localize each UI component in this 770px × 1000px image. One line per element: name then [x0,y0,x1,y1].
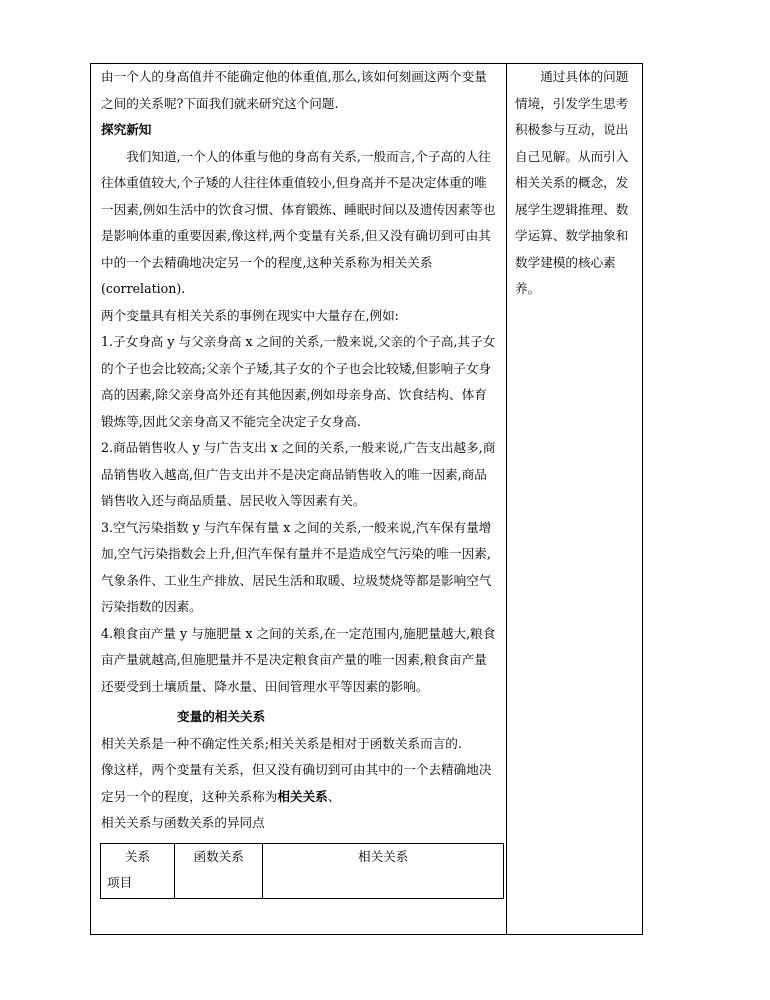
corner-header-item: 项目 [107,874,133,890]
side-note: 通过具体的问题情境，引发学生思考积极参与互动，说出自己见解。从而引入相关关系的概念，发展学生逻辑推理、数学运算、数学抽象和数学建模的核心素养。 [515,69,629,296]
lesson-plan-table [90,63,643,935]
comparison-table [100,843,504,899]
section-title: 探究新知 [101,122,152,137]
main-content-cell [91,64,507,935]
intro-paragraph: 由一个人的身高值并不能确定他的体重值,那么,该如何刻画这两个变量之间的关系呢?下面我们就来研究这个问题. [101,69,487,111]
side-note-cell [507,64,643,935]
definition-2-punct: 、 [327,788,341,804]
definition-2-text: 像这样，两个变量有关系，但又没有确切到可由其中的一个去精确地决定另一个的程度，这种关系称为 [101,762,492,804]
example-item-2: 2.商品销售收人 y 与广告支出 x 之间的关系,一般来说,广告支出越多,商品销售收入越高,但广告支出并不是决定商品销售收入的唯一因素,商品销售收入还与商品质量、居民收入等因素有关。 [101,440,496,508]
example-item-3: 3.空气污染指数 y 与汽车保有量 x 之间的关系,一般来说,汽车保有量增加,空气污染指数会上升,但汽车保有量并不是造成空气污染的唯一因素,气象条件、工业生产排放、居民生活和取暖、垃圾焚烧等都是影响空气污染指数的因素。 [101,519,492,614]
main-content [91,64,506,899]
example-item-1: 1.子女身高 y 与父亲身高 x 之间的关系,一般来说,父亲的个子高,其子女的个子也会比较高;父亲个子矮,其子女的个子也会比较矮,但影响子女身高的因素,除父亲身高外还有其他因素,例如母亲身高、饮食结构、体育锻炼等,因此父亲身高又不能完全决定子女身高. [101,334,496,429]
paragraph-examples-intro: 两个变量具有相关关系的事例在现实中大量存在,例如: [101,307,399,323]
header-correlation-relation: 相关关系 [263,843,504,898]
header-function-relation: 函数关系 [174,843,263,898]
definition-2 [101,757,498,810]
corner-header-relation: 关系 [124,848,151,864]
example-item-4: 4.粮食亩产量 y 与施肥量 x 之间的关系,在一定范围内,施肥量越大,粮食亩产量就越高,但施肥量并不是决定粮食亩产量的唯一因素,粮食亩产量还要受到土壤质量、降水量、田间管理水平等因素的影响。 [101,625,496,694]
compare-title: 相关关系与函数关系的异同点 [101,815,265,830]
subheading: 变量的相关关系 [177,709,266,724]
definition-2-term: 相关关系 [277,788,328,804]
paragraph-body-weight: 我们知道,一个人的体重与他的身高有关系,一般而言,个子高的人往往体重值较大,个子矮的人往往体重值较小,但身高并不是决定体重的唯一因素,例如生活中的饮食习惯、体育锻炼、睡眠时间以及遗传因素等也是影响体重的重要因素,像这样,两个变量有关系,但又没有确切到可由其中的一个去精确地决定另一个的程度,这种关系称为相关关系(correlation). [101,148,496,296]
corner-header-cell [101,843,175,898]
definition-1: 相关关系是一种不确定性关系;相关关系是相对于函数关系而言的. [101,735,462,751]
